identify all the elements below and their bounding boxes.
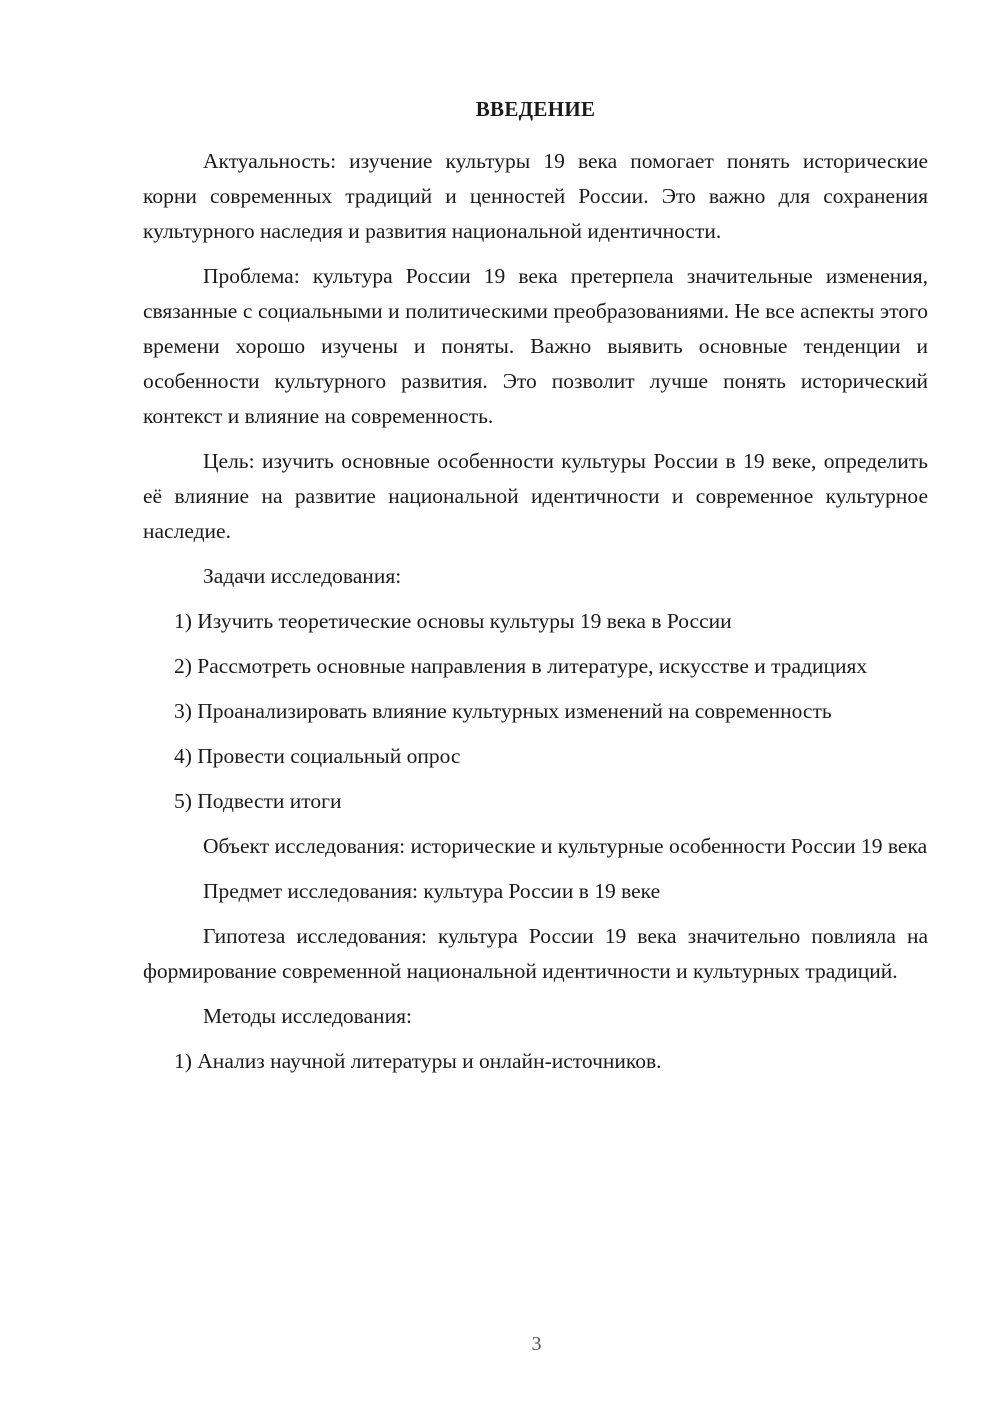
list-item-task-4: 4) Провести социальный опрос	[174, 744, 461, 768]
paragraph-subject: Предмет исследования: культура России в 19 веке	[203, 879, 661, 903]
section-title: ВВЕДЕНИЕ	[475, 97, 596, 121]
list-item-task-3: 3) Проанализировать влияние культурных изменений на современность	[174, 699, 832, 723]
list-item-method-1: 1) Анализ научной литературы и онлайн-источников.	[174, 1049, 662, 1073]
paragraph-problem: Проблема: культура России 19 века претерпела значительные изменения, связанные с социальными и политическими преобразованиями. Не все аспекты этого времени хорошо изучены и поняты. Важно выявить основные тенденции и особенности культурного развития. Это позволит лучше понять исторический контекст и влияние на современность.	[143, 264, 928, 428]
page-content	[143, 92, 928, 1089]
paragraph-methods-heading: Методы исследования:	[203, 1004, 412, 1028]
page-number: 3	[531, 1333, 542, 1355]
list-item-task-2: 2) Рассмотреть основные направления в литературе, искусстве и традициях	[174, 654, 868, 678]
paragraph-object: Объект исследования: исторические и культурные особенности России 19 века	[203, 834, 928, 858]
list-item-task-1: 1) Изучить теоретические основы культуры 19 века в России	[174, 609, 732, 633]
list-item-task-5: 5) Подвести итоги	[174, 789, 342, 813]
paragraph-tasks-heading: Задачи исследования:	[203, 564, 402, 588]
paragraph-hypothesis: Гипотеза исследования: культура России 19 века значительно повлияла на формирование современной национальной идентичности и культурных традиций.	[143, 924, 928, 983]
paragraph-relevance: Актуальность: изучение культуры 19 века помогает понять исторические корни современных традиций и ценностей России. Это важно для сохранения культурного наследия и развития национальной идентичности.	[143, 149, 928, 243]
paragraph-goal: Цель: изучить основные особенности культуры России в 19 веке, определить её влияние на развитие национальной идентичности и современное культурное наследие.	[143, 449, 928, 543]
